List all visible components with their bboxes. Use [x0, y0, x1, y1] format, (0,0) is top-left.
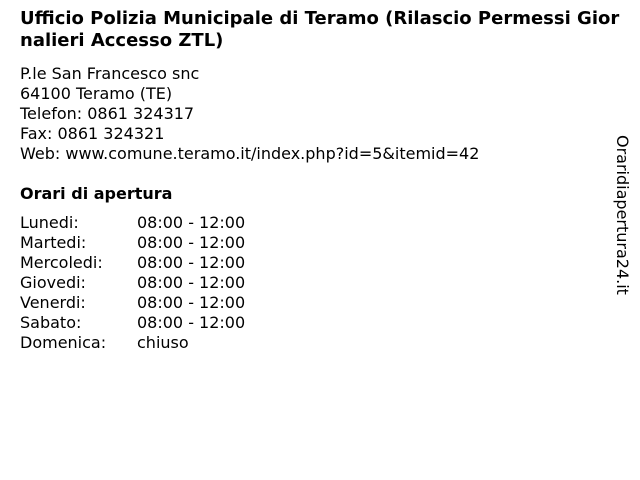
day-label: Mercoledi:: [20, 253, 103, 272]
time-range: chiuso: [137, 333, 189, 352]
page-title: Ufficio Polizia Municipale di Teramo (Rilascio Permessi Giornalieri Accesso ZTL): [20, 8, 620, 51]
fax-number: Fax: 0861 324321: [20, 124, 165, 143]
time-range: 08:00 - 12:00: [137, 293, 246, 312]
phone-number: Telefon: 0861 324317: [20, 104, 195, 123]
day-label: Lunedi:: [20, 213, 79, 232]
address-block: [20, 64, 479, 164]
hours-row-sunday: [20, 333, 245, 353]
time-range: 08:00 - 12:00: [137, 253, 246, 272]
website-link[interactable]: Web: www.comune.teramo.it/index.php?id=5&itemid=42: [20, 144, 480, 163]
day-label: Domenica:: [20, 333, 107, 352]
day-label: Giovedi:: [20, 273, 86, 292]
opening-hours-heading: Orari di apertura: [20, 184, 173, 203]
opening-hours-list: [20, 213, 245, 353]
time-range: 08:00 - 12:00: [137, 273, 246, 292]
hours-row-friday: [20, 293, 245, 313]
time-range: 08:00 - 12:00: [137, 313, 246, 332]
city-address: 64100 Teramo (TE): [20, 84, 173, 103]
site-watermark: Oraridiapertura24.it: [613, 135, 632, 295]
day-label: Venerdi:: [20, 293, 86, 312]
day-label: Sabato:: [20, 313, 82, 332]
street-address: P.le San Francesco snc: [20, 64, 200, 83]
hours-row-monday: [20, 213, 245, 233]
day-label: Martedi:: [20, 233, 87, 252]
hours-row-saturday: [20, 313, 245, 333]
hours-row-thursday: [20, 273, 245, 293]
hours-row-tuesday: [20, 233, 245, 253]
time-range: 08:00 - 12:00: [137, 213, 246, 232]
hours-row-wednesday: [20, 253, 245, 273]
time-range: 08:00 - 12:00: [137, 233, 246, 252]
